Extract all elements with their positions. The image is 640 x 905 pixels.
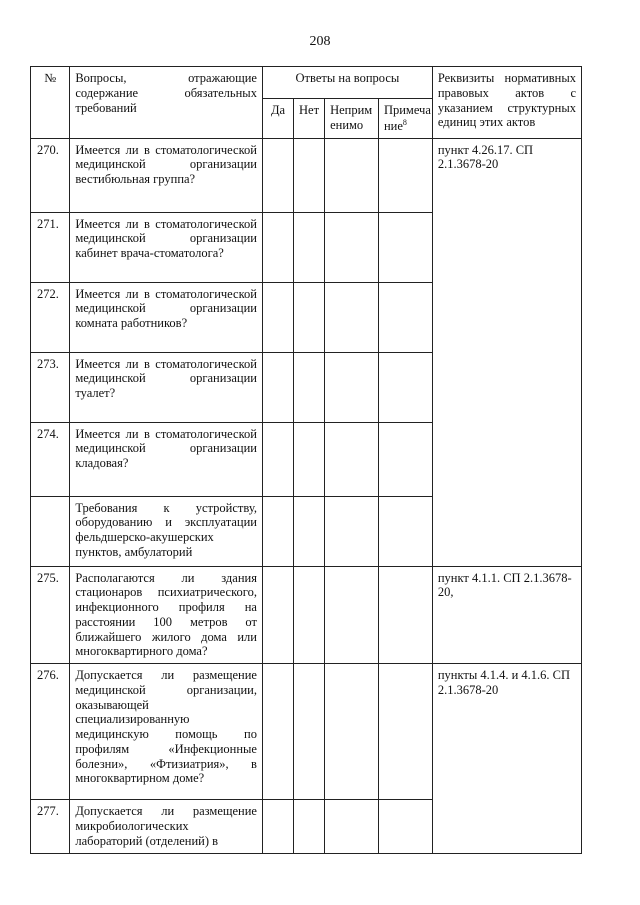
- answer-na-cell[interactable]: [325, 352, 379, 422]
- row-question: Допускается ли размещение микробиологических лабораторий (отделений) в: [70, 800, 263, 854]
- answer-no-cell[interactable]: [294, 664, 325, 800]
- answer-note-cell[interactable]: [378, 496, 432, 566]
- answer-no-cell[interactable]: [294, 138, 325, 212]
- answer-note-cell[interactable]: [378, 282, 432, 352]
- header-question: Вопросы, отражающие содержание обязательных требований: [70, 67, 263, 139]
- answer-yes-cell[interactable]: [262, 282, 293, 352]
- header-row: [31, 67, 582, 99]
- answer-na-cell[interactable]: [325, 496, 379, 566]
- answer-no-cell[interactable]: [294, 282, 325, 352]
- answer-note-cell[interactable]: [378, 352, 432, 422]
- answer-no-cell[interactable]: [294, 352, 325, 422]
- row-num: [31, 496, 70, 566]
- answer-note-cell[interactable]: [378, 800, 432, 854]
- row-num: 273.: [31, 352, 70, 422]
- answer-na-cell[interactable]: [325, 138, 379, 212]
- checklist-table: [30, 66, 582, 854]
- answer-no-cell[interactable]: [294, 422, 325, 496]
- row-num: 276.: [31, 664, 70, 800]
- answer-na-cell[interactable]: [325, 664, 379, 800]
- table-row: [31, 138, 582, 212]
- answer-na-cell[interactable]: [325, 566, 379, 664]
- answer-na-cell[interactable]: [325, 422, 379, 496]
- row-num: 275.: [31, 566, 70, 664]
- header-na: Неприм енимо: [325, 99, 379, 139]
- answer-yes-cell[interactable]: [262, 496, 293, 566]
- page-number: 208: [309, 34, 331, 49]
- row-requisite: пункты 4.1.4. и 4.1.6. СП 2.1.3678-20: [432, 664, 581, 854]
- answer-no-cell[interactable]: [294, 566, 325, 664]
- header-no: Нет: [294, 99, 325, 139]
- header-answers: Ответы на вопросы: [262, 67, 432, 99]
- row-num: 274.: [31, 422, 70, 496]
- row-question: Имеется ли в стоматологической медицинской организации вестибюльная группа?: [70, 138, 263, 212]
- answer-na-cell[interactable]: [325, 212, 379, 282]
- answer-note-cell[interactable]: [378, 138, 432, 212]
- table-row: [31, 664, 582, 800]
- answer-yes-cell[interactable]: [262, 422, 293, 496]
- table-row: [31, 566, 582, 664]
- row-question: Имеется ли в стоматологической медицинской организации кладовая?: [70, 422, 263, 496]
- answer-yes-cell[interactable]: [262, 566, 293, 664]
- row-question: Имеется ли в стоматологической медицинской организации туалет?: [70, 352, 263, 422]
- row-num: 270.: [31, 138, 70, 212]
- answer-note-cell[interactable]: [378, 566, 432, 664]
- row-requisite: пункт 4.26.17. СП 2.1.3678-20: [432, 138, 581, 566]
- answer-yes-cell[interactable]: [262, 352, 293, 422]
- answer-note-cell[interactable]: [378, 422, 432, 496]
- answer-no-cell[interactable]: [294, 800, 325, 854]
- answer-na-cell[interactable]: [325, 282, 379, 352]
- row-question: Располагаются ли здания стационаров психиатрического, инфекционного профиля на расстоянии 100 метров от ближайшего жилого дома или многоквартирного дома?: [70, 566, 263, 664]
- row-question: Допускается ли размещение медицинской организации, оказывающей специализированную медицинскую помощь по профилям «Инфекционные болезни», «Фтизиатрия», в многоквартирном доме?: [70, 664, 263, 800]
- answer-note-cell[interactable]: [378, 212, 432, 282]
- row-num: 277.: [31, 800, 70, 854]
- answer-yes-cell[interactable]: [262, 138, 293, 212]
- header-note-sup: 8: [402, 117, 407, 127]
- answer-na-cell[interactable]: [325, 800, 379, 854]
- header-num: №: [31, 67, 70, 139]
- row-num: 272.: [31, 282, 70, 352]
- header-yes: Да: [262, 99, 293, 139]
- section-title: Требования к устройству, оборудованию и эксплуатации фельдшерско-акушерских пунктов, амбулаторий: [70, 496, 263, 566]
- header-requisites: Реквизиты нормативных правовых актов с указанием структурных единиц этих актов: [432, 67, 581, 139]
- row-num: 271.: [31, 212, 70, 282]
- answer-no-cell[interactable]: [294, 496, 325, 566]
- answer-yes-cell[interactable]: [262, 212, 293, 282]
- row-question: Имеется ли в стоматологической медицинской организации кабинет врача-стоматолога?: [70, 212, 263, 282]
- row-requisite: пункт 4.1.1. СП 2.1.3678-20,: [432, 566, 581, 664]
- answer-yes-cell[interactable]: [262, 800, 293, 854]
- answer-no-cell[interactable]: [294, 212, 325, 282]
- header-note-text: Примеча ние: [383, 103, 431, 133]
- row-question: Имеется ли в стоматологической медицинской организации комната работников?: [70, 282, 263, 352]
- answer-note-cell[interactable]: [378, 664, 432, 800]
- answer-yes-cell[interactable]: [262, 664, 293, 800]
- header-note: [378, 99, 432, 139]
